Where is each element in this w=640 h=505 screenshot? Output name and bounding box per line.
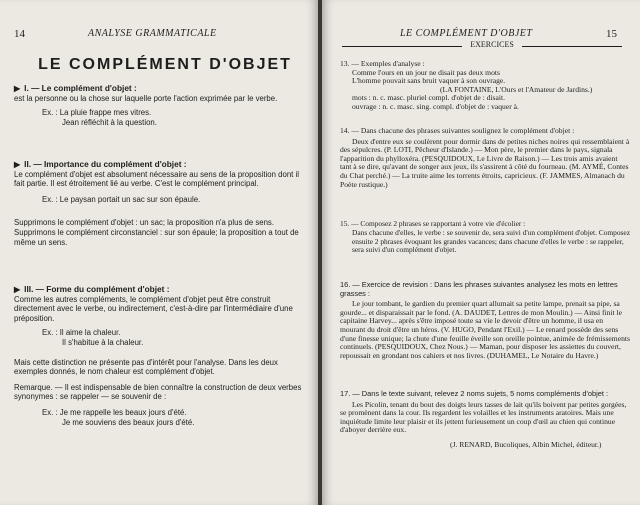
- example: Jean réfléchit à la question.: [62, 117, 157, 127]
- exercises-label: EXERCICES: [470, 40, 514, 49]
- running-head: ANALYSE GRAMMATICALE: [88, 28, 217, 39]
- example: Ex. : Il aime la chaleur.: [42, 328, 121, 338]
- exercise-heading: 16. — Exercice de revision : Dans les phrases suivantes analysez les mots en lettres grasses :: [340, 280, 618, 298]
- page-number: 15: [606, 28, 617, 40]
- exercise-heading: 13. — Exemples d'analyse :: [340, 59, 425, 68]
- exercise-13: [340, 60, 630, 112]
- section-3: [14, 285, 306, 427]
- exercise-14: [340, 127, 630, 189]
- right-page: [322, 0, 640, 505]
- source-citation: (J. RENARD, Bucoliques, Albin Michel, éditeur.): [450, 439, 602, 449]
- example: Ex. : La pluie frappe mes vitres.: [42, 108, 152, 118]
- arrow-icon: ▶: [14, 160, 21, 169]
- example: Il s'habitue à la chaleur.: [62, 337, 144, 347]
- left-page: [0, 0, 318, 505]
- analysis-line: ouvrage : n. c. masc. sing. compl. d'objet de : vaquer à.: [352, 101, 519, 111]
- example: Ex. : Je me rappelle les beaux jours d'été.: [42, 407, 187, 417]
- example: Je me souviens des beaux jours d'été.: [62, 417, 195, 427]
- section-text: Comme les autres compléments, le complément d'objet peut être construit directement avec le verbe, ou indirectement, c'est-à-dire par l'intermédiaire d'une préposition.: [14, 294, 293, 323]
- arrow-icon: ▶: [14, 285, 21, 294]
- remark: Remarque. — Il est indispensable de bien connaître la construction de deux verbes synonymes : se rappeler — se souvenir de :: [14, 382, 302, 402]
- section-text: est la personne ou la chose sur laquelle porte l'action exprimée par le verbe.: [14, 93, 278, 103]
- exercise-heading: 17. — Dans le texte suivant, relevez 2 noms sujets, 5 noms compléments d'objet :: [340, 389, 609, 398]
- running-head: LE COMPLÉMENT D'OBJET: [400, 28, 533, 39]
- page-title: LE COMPLÉMENT D'OBJET: [38, 56, 292, 73]
- divider: [522, 46, 622, 47]
- section-heading: III. — Forme du complément d'objet :: [24, 284, 170, 294]
- verse-line: Comme l'ours en un jour ne disait pas deux mots: [352, 67, 500, 77]
- exercise-text: Dans chacune d'elles, le verbe : se souvenir de, sera suivi d'un complément d'objet. Composez ensuite 2 phrases évoquant les grandes vacances; dans chacune d'elles le verbe : se rappeler, sera suivi d'un complément d'objet.: [352, 227, 630, 255]
- section-text: Le complément d'objet est absolument nécessaire au sens de la proposition dont il fait partie. Il est étroitement lié au verbe. C'est le complément principal.: [14, 169, 299, 189]
- section-1: [14, 84, 306, 127]
- section-text: Supprimons le complément d'objet : un sac; la proposition n'a plus de sens. Supprimons le complément circonstanciel : sur son épaule; la proposition a tout de même un sens.: [14, 218, 299, 247]
- exercise-heading: 15. — Composez 2 phrases se rapportant à votre vie d'écolier :: [340, 219, 526, 228]
- verse-line: L'homme pouvait sans bruit vaquer à son ouvrage.: [352, 76, 506, 86]
- exercise-text: Le jour tombant, le gardien du premier quart allumait sa petite lampe, prenait sa pipe, sa gourde... et disparaissait par le fond. (A. DAUDET, Lettres de mon Moulin.) — Ainsi finit le capitaine Harvey... après s'être imposé toute sa vie le devoir d'être un homme, il usa en mourant du droit d'être un héros. (V. HUGO, Pendant l'Exil.) — Le renard possède des sens d'une finesse unique; la chute d'une feuille éveille son oreille pointue, animée de frémissements continuels. (PESQUIDOUX, Chez Nous.) — Maman, pour disposer les assiettes du couvert, repoussait en grondant nos cahiers et nos livres. (DUHAMEL, Le Notaire du Havre.): [340, 299, 630, 360]
- divider: [342, 46, 462, 47]
- exercise-17: [340, 390, 630, 450]
- example: Ex. : Le paysan portait un sac sur son épaule.: [42, 194, 201, 204]
- exercise-heading: 14. — Dans chacune des phrases suivantes soulignez le complément d'objet :: [340, 126, 575, 135]
- exercise-text: Les Picolin, tenant du bout des doigts leurs tasses de lait qu'ils boivent par petites gorgées, se promènent dans la cour. Ils regardent les volailles et les instruments aratoires. Mais une inquiétude limite leur plaisir et ils jettent furieusement un coup d'œil au chien qui continue d'aboyer derrière eux.: [340, 399, 627, 435]
- page-number: 14: [14, 28, 25, 40]
- exercise-text: Deux d'entre eux se coulèrent pour dormir dans de petites niches noires qui ressemblaient à des sépulcres. (P. LOTI, Pêcheur d'Islande.) — Mon père, le premier dans le pays, signala l'apparition du phylloxéra. (PESQUIDOUX, Le Livre de Raison.) — Les trois amis avaient tant à se dire, qu'avant de songer aux jeux, ils s'assirent à côté du fourneau. (M. AYMÉ, Contes du Chat perché.) — La truite aime les torrents étroits, capricieux. (F. JAMMES, Almanach du Poète rustique.): [340, 136, 630, 189]
- section-heading: II. — Importance du complément d'objet :: [24, 159, 187, 169]
- exercise-16: [340, 281, 630, 360]
- arrow-icon: ▶: [14, 84, 21, 93]
- analysis-line: mots : n. c. masc. pluriel compl. d'objet de : disait.: [352, 93, 506, 103]
- section-text: Mais cette distinction ne présente pas d'intérêt pour l'analyse. Dans les deux exemples donnés, le nom chaleur est complément d'objet.: [14, 357, 278, 377]
- section-2: [14, 160, 306, 247]
- source-citation: (LA FONTAINE, L'Ours et l'Amateur de Jardins.): [440, 84, 593, 94]
- exercise-15: [340, 220, 630, 255]
- section-heading: I. — Le complément d'objet :: [24, 83, 137, 93]
